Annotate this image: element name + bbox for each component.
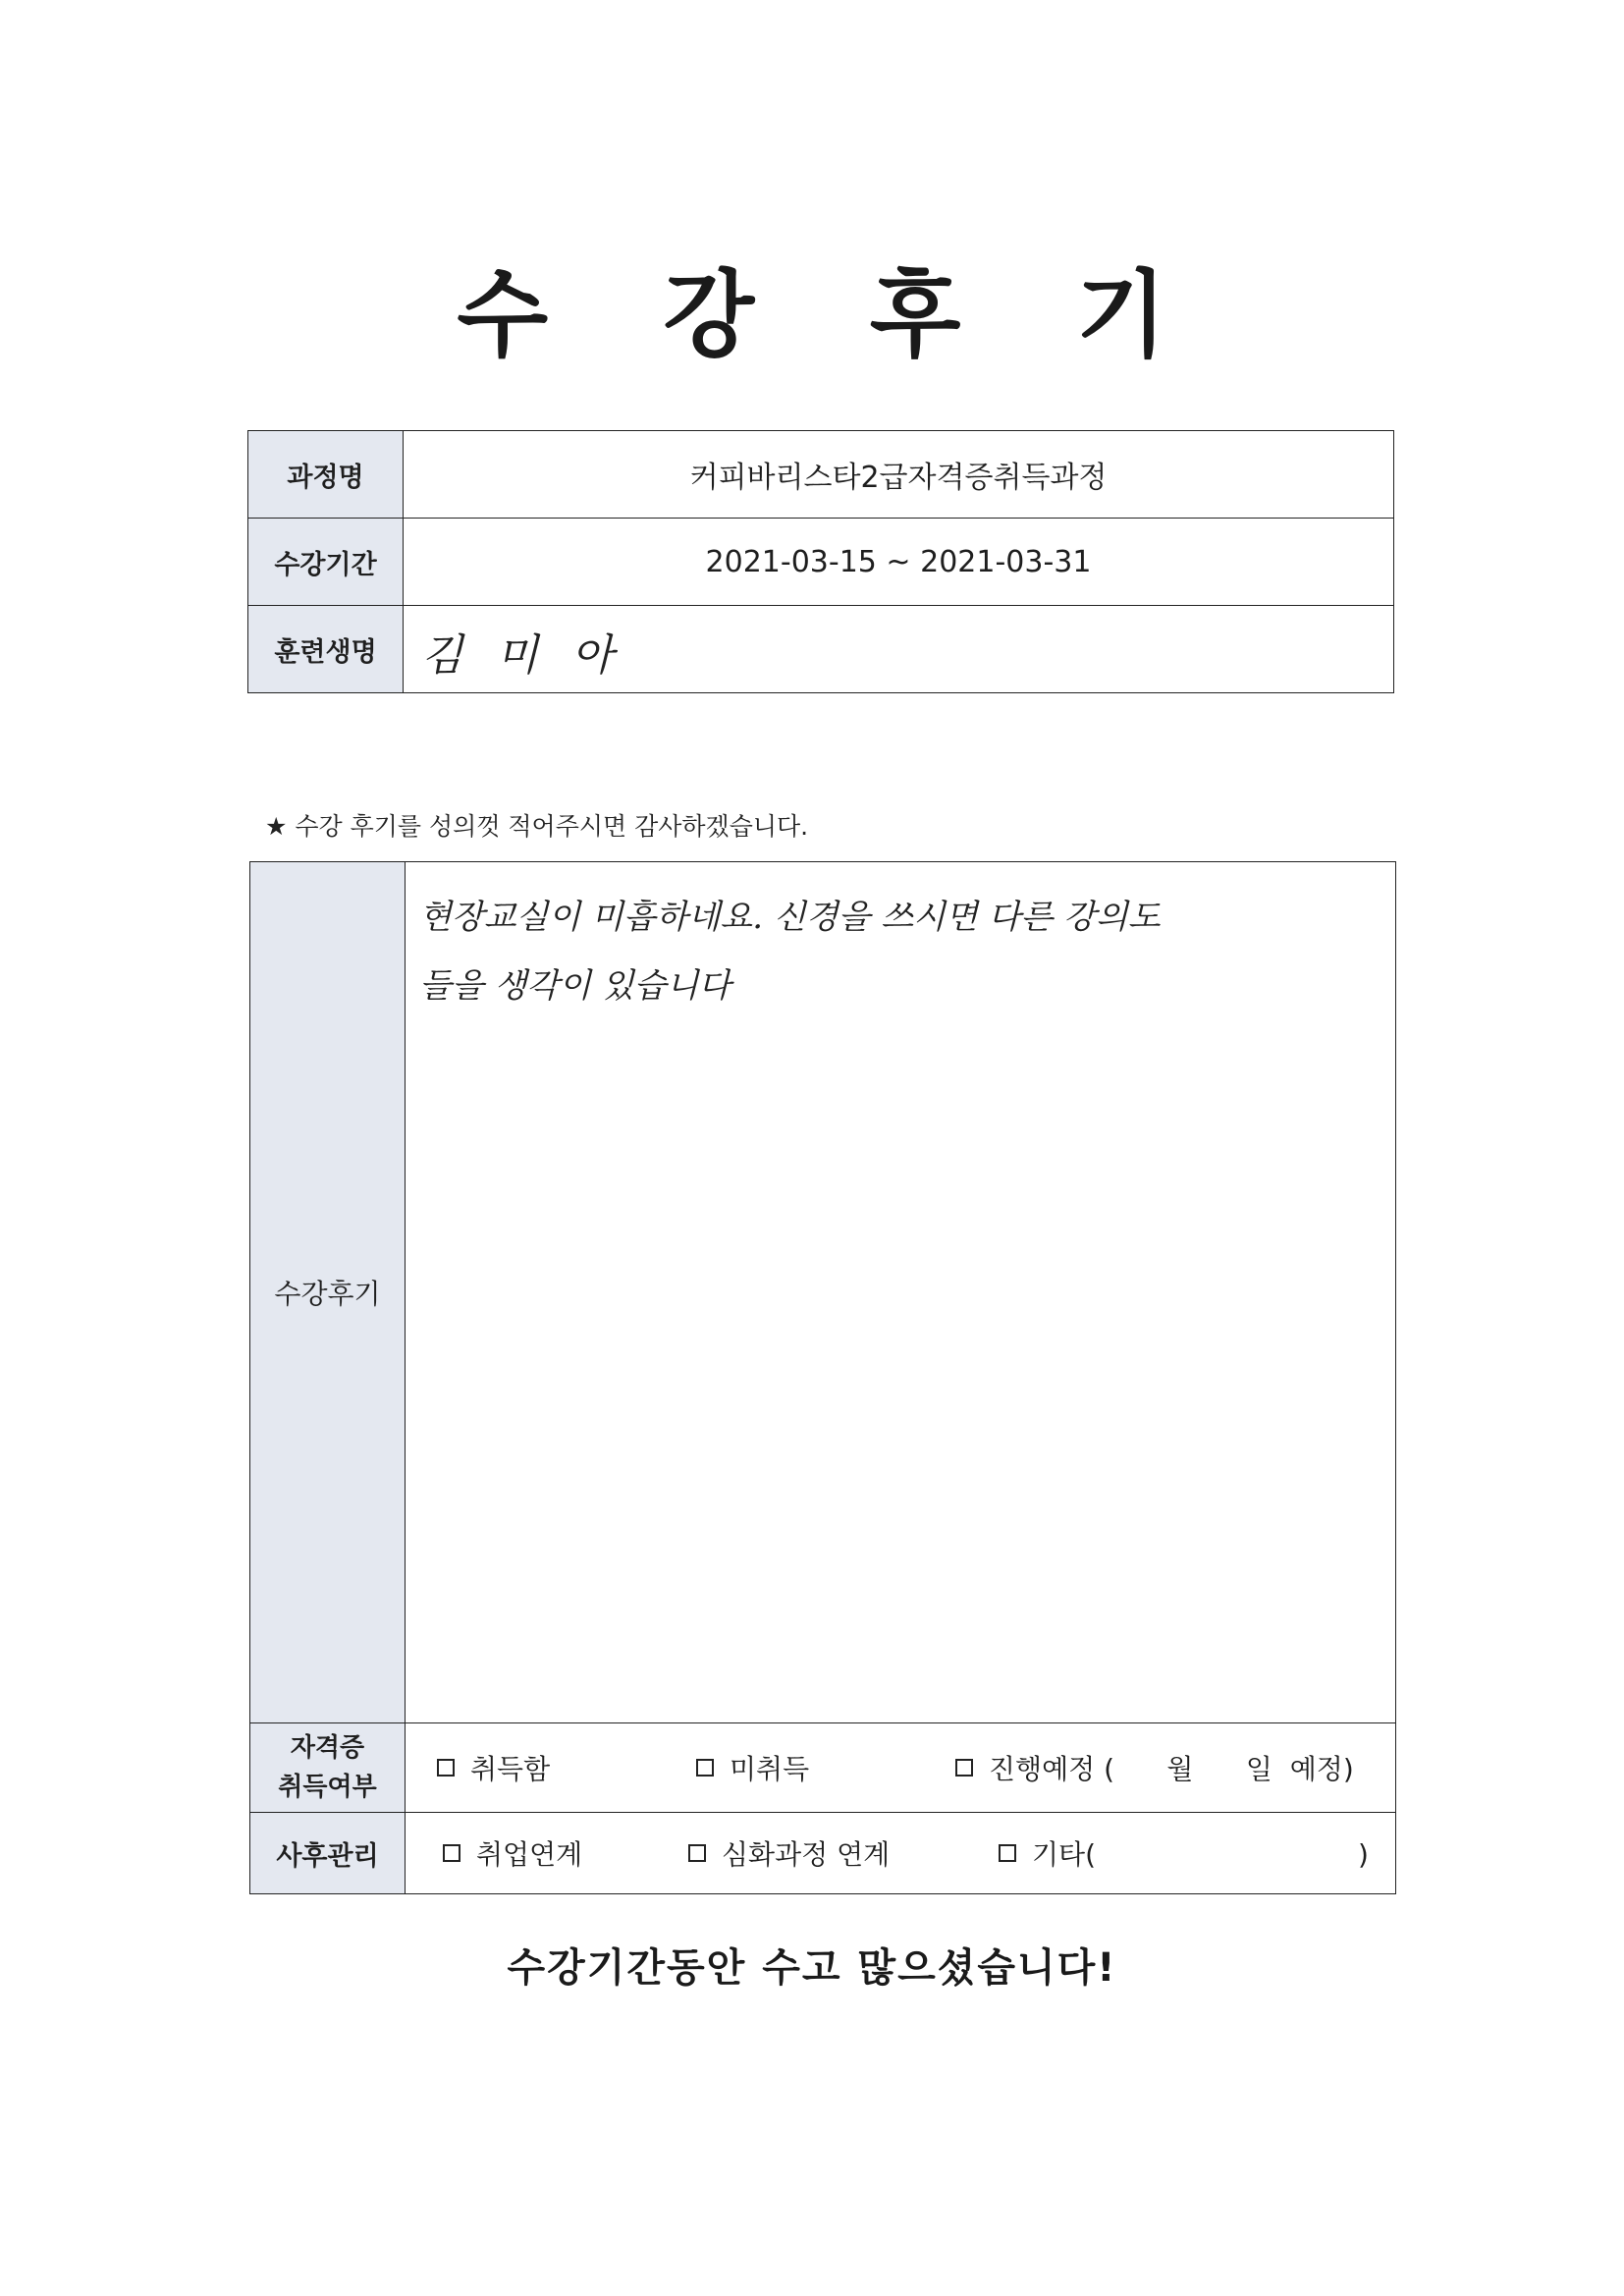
period-value: 2021-03-15 ~ 2021-03-31 xyxy=(404,519,1394,606)
aftercare-option-advanced-label: 심화과정 연계 xyxy=(722,1838,891,1871)
aftercare-option-other-label: 기타( ) xyxy=(1032,1838,1369,1871)
certificate-options xyxy=(406,1723,1396,1813)
review-text-area xyxy=(406,862,1396,1723)
course-label: 과정명 xyxy=(248,431,404,519)
aftercare-option-other[interactable] xyxy=(999,1833,1369,1873)
review-handwritten-line2: 들을 생각이 있습니다 xyxy=(419,966,731,1006)
closing-message: 수강기간동안 수고 많으셨습니다! xyxy=(507,1945,1117,1991)
review-table xyxy=(249,861,1396,1894)
certificate-option-not-acquired-label: 미취득 xyxy=(730,1753,810,1785)
checkbox-icon[interactable] xyxy=(696,1759,714,1777)
aftercare-options xyxy=(406,1813,1396,1894)
certificate-label xyxy=(250,1723,406,1813)
certificate-option-acquired-label: 취득함 xyxy=(470,1753,551,1785)
course-row xyxy=(248,431,1394,519)
checkbox-icon[interactable] xyxy=(999,1844,1016,1862)
certificate-label-line2: 취득여부 xyxy=(278,1773,377,1802)
certificate-option-not-acquired[interactable] xyxy=(696,1748,809,1787)
review-handwritten-line1: 현장교실이 미흡하네요. 신경을 쓰시면 다른 강의도 xyxy=(419,898,1161,937)
checkbox-icon[interactable] xyxy=(688,1844,706,1862)
instruction-note: ★ 수강 후기를 성의껏 적어주시면 감사하겠습니다. xyxy=(265,812,809,841)
trainee-value-cell xyxy=(404,606,1394,693)
aftercare-label: 사후관리 xyxy=(250,1813,406,1894)
aftercare-option-advanced[interactable] xyxy=(688,1833,890,1873)
certificate-option-acquired[interactable] xyxy=(437,1748,550,1787)
checkbox-icon[interactable] xyxy=(443,1844,460,1862)
aftercare-option-job-label: 취업연계 xyxy=(476,1838,583,1871)
certificate-option-planned-label: 진행예정 ( 월 일 예정) xyxy=(989,1753,1354,1785)
checkbox-icon[interactable] xyxy=(955,1759,973,1777)
review-label: 수강후기 xyxy=(250,862,406,1723)
trainee-label: 훈련생명 xyxy=(248,606,404,693)
course-value: 커피바리스타2급자격증취득과정 xyxy=(404,431,1394,519)
trainee-row xyxy=(248,606,1394,693)
info-table xyxy=(247,430,1394,693)
period-row xyxy=(248,519,1394,606)
aftercare-option-job[interactable] xyxy=(443,1833,582,1873)
certificate-label-line1: 자격증 xyxy=(290,1733,365,1763)
period-label: 수강기간 xyxy=(248,519,404,606)
checkbox-icon[interactable] xyxy=(437,1759,455,1777)
certificate-option-planned[interactable] xyxy=(955,1748,1354,1787)
page-title: 수 강 후 기 xyxy=(457,260,1209,370)
trainee-signature: 김 미 아 xyxy=(421,630,623,681)
